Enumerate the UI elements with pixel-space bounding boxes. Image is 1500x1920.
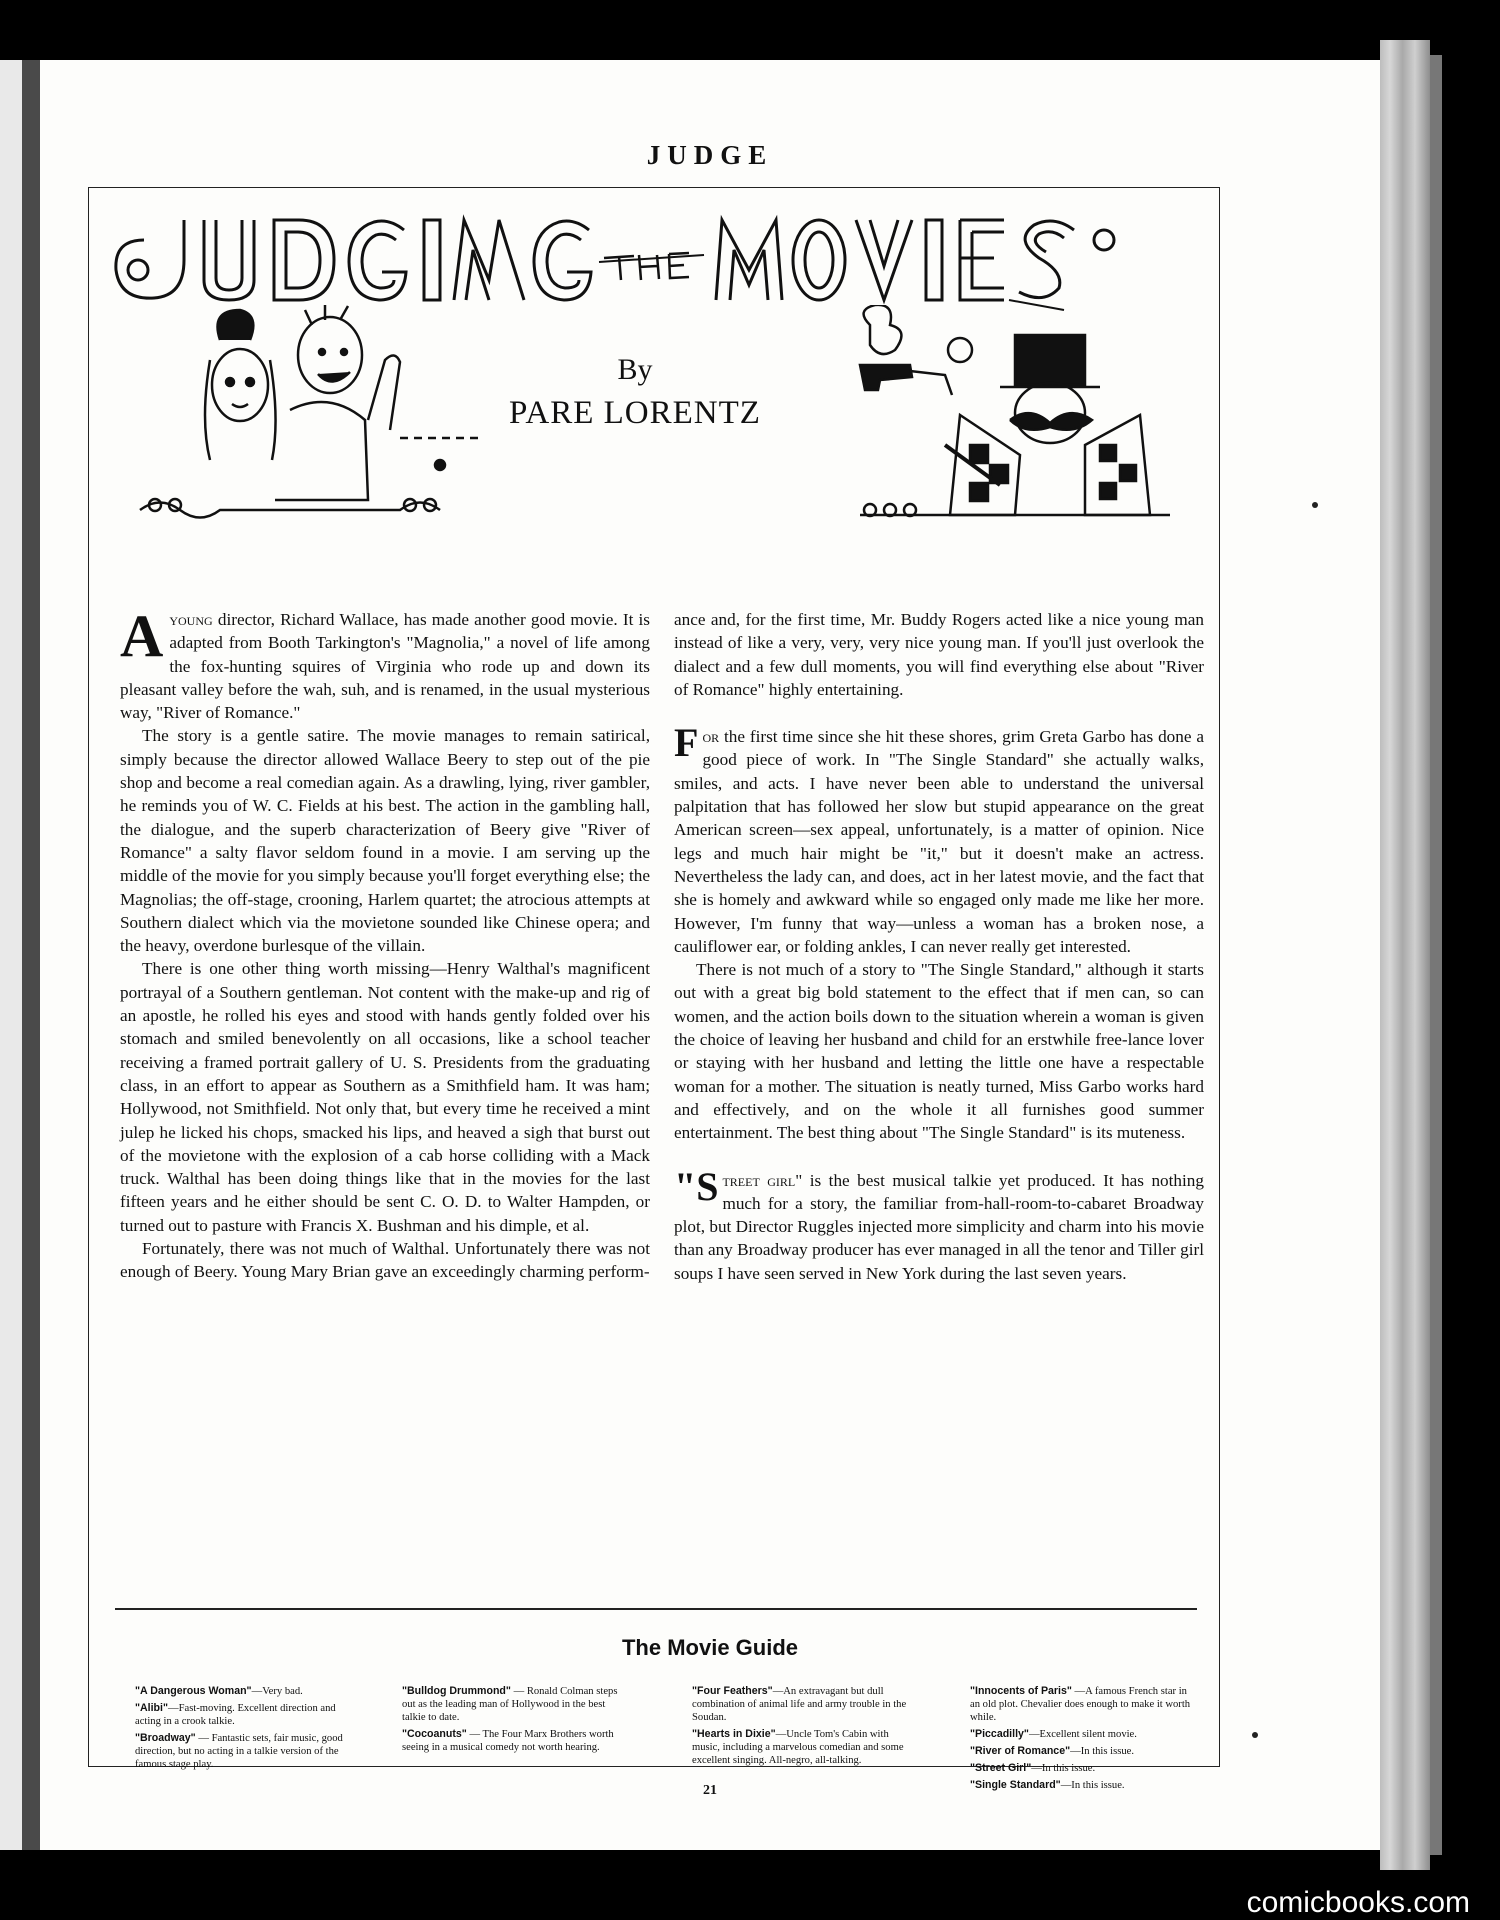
guide-entry xyxy=(135,1685,361,1698)
lead-in: young xyxy=(169,610,213,629)
guide-entry xyxy=(692,1728,918,1767)
binding-gutter xyxy=(22,60,40,1850)
guide-entry-desc: —An extravagant but dull combination of animal life and army trouble in the Soudan. xyxy=(692,1686,907,1723)
guide-entry-desc: —Very bad. xyxy=(251,1686,303,1697)
drop-cap: "S xyxy=(674,1163,719,1209)
paragraph: The story is a gentle satire. The movie manages to remain satirical, simply because the director allowed Wallace Beery to step out of the pie shop and become a real comedian again. As a drawling, lying, river gambler, he reminds you of W. C. Fields at his best. The action in the gambling hall, the dialogue, and the superb characterization of Beery give "River of Romance" a salty flavor seldom found in a movie. I am serving up the middle of the movie for you simply because you'll forget everything else; the Magnolias; the off-stage, crooning, Harlem quartet; the atrocious attempts at Southern dialect which via the movietone sounded like Chinese opera; and the heavy, overdone burlesque of the villain. xyxy=(120,726,650,956)
guide-entry xyxy=(970,1685,1196,1724)
guide-entry xyxy=(970,1728,1196,1741)
guide-entry-desc: — The Four Marx Brothers worth seeing in a musical comedy not worth hearing. xyxy=(402,1729,614,1753)
guide-entry-title: "Innocents of Paris" xyxy=(970,1685,1072,1697)
guide-entry-title: "Single Standard" xyxy=(970,1779,1061,1791)
paragraph: There is not much of a story to "The Single Standard," although it starts out with a great big bold statement to the effect that if men can, so can women, and the action boils down to the situation wherein a woman is given the choice of leaving her husband and child for an erstwhile free-lance lover or staying with her husband and letting the little one have a respectable woman for a mother. The situation is neatly turned, Miss Garbo works hard and effectively, and on the whole it all furnishes good summer entertainment. The best thing about "The Single Standard" is its muteness. xyxy=(674,960,1204,1143)
guide-entry-desc: —In this issue. xyxy=(1060,1780,1125,1791)
lead-in: or xyxy=(702,727,720,747)
guide-column-4 xyxy=(970,1685,1196,1796)
watermark: comicbooks.com xyxy=(1246,1886,1470,1919)
guide-entry-desc: —In this issue. xyxy=(1031,1763,1096,1774)
guide-entry-title: "River of Romance" xyxy=(970,1745,1071,1757)
paragraph: ance and, for the first time, Mr. Buddy Rogers acted like a nice young man instead of like a very, very, very nice young man. If you'll just overlook the dialect and a few dull moments, you will find everything else about "River of Romance" highly entertaining. xyxy=(674,610,1204,699)
byline xyxy=(460,353,810,432)
movie-guide-title: The Movie Guide xyxy=(621,1635,799,1660)
paragraph xyxy=(674,1163,1204,1285)
guide-entry xyxy=(970,1745,1196,1758)
guide-column-3 xyxy=(692,1685,918,1771)
guide-divider xyxy=(115,1608,1197,1610)
ink-speck xyxy=(1312,502,1318,508)
left-page-edge xyxy=(0,60,22,1850)
guide-entry-desc: —Uncle Tom's Cabin with music, including a marvelous comedian and some excellent singing. All-negro, all-talking. xyxy=(692,1729,904,1766)
paragraph xyxy=(120,603,650,724)
guide-entry-title: "Cocoanuts" xyxy=(402,1728,467,1740)
ink-speck xyxy=(1252,1732,1258,1738)
guide-entry xyxy=(402,1685,628,1724)
article-column-1 xyxy=(120,603,650,1284)
guide-entry-desc: —In this issue. xyxy=(1070,1746,1134,1757)
drop-cap: A xyxy=(120,603,164,669)
author-name: PARE LORENTZ xyxy=(509,395,761,431)
guide-entry xyxy=(692,1685,918,1724)
paragraph-text: the first time since she hit these shores, grim Greta Garbo has done a good piece of work. In "The Single Standard" she actually walks, smiles, and acts. I have never been able to understand the universal palpitation that has followed her slow but stupid appearance on the great American screen—sex appeal, unfortunately, is a matter of opinion. Nice legs and much hair might be "it," but it doesn't make an actress. Nevertheless the lady can, and does, act in her latest movie, and the fact that she is homely and awkward while so engaged only made me like her more. However, I'm funny that way—unless a woman has a broken nose, a cauliflower ear, or folding ankles, I can never really get interested. xyxy=(674,727,1204,956)
judging-the-movies-logo xyxy=(104,200,1204,315)
guide-entry-desc: —Excellent silent movie. xyxy=(1028,1729,1137,1740)
masthead: JUDGE xyxy=(646,140,774,170)
paragraph-text: director, Richard Wallace, has made another good movie. It is adapted from Booth Tarkington's "Magnolia," a novel of life among the fox-hunting squires of Virginia who rode up and down its pleasant valley before the wah, suh, and is renamed, in the usual mysterious way, "River of Romance." xyxy=(120,610,650,723)
paragraph-text: " is the best musical talkie yet produced. It has nothing much for a story, the familiar from-hall-room-to-cabaret Broadway plot, but Director Ruggles injected more simplicity and charm into his movie than any Broadway producer has ever managed in all the tenor and Tiller girl soups I have seen served in New York during the last seven years. xyxy=(674,1170,1204,1283)
guide-column-2 xyxy=(402,1685,628,1758)
guide-entry xyxy=(970,1762,1196,1775)
guide-entry-title: "Bulldog Drummond" xyxy=(402,1685,511,1697)
book-spine-right xyxy=(1380,40,1430,1870)
guide-entry-title: "Broadway" xyxy=(135,1732,196,1744)
byline-by: By xyxy=(617,353,653,386)
guide-entry-title: "Hearts in Dixie" xyxy=(692,1728,776,1740)
couple-cartoon-illustration xyxy=(100,300,480,530)
paragraph: Fortunately, there was not much of Walthal. Unfortunately there was not enough of Beery. Young Mary Brian gave an exceedingly charming perform- xyxy=(120,1239,650,1282)
guide-entry-title: "Piccadilly" xyxy=(970,1728,1029,1740)
guide-entry-title: "Alibi" xyxy=(135,1702,168,1714)
guide-entry-desc: —A famous French star in an old plot. Chevalier does enough to make it worth while. xyxy=(970,1686,1191,1723)
lead-in: treet girl xyxy=(722,1170,796,1190)
article-column-2 xyxy=(674,608,1204,1285)
drop-cap: F xyxy=(674,720,699,766)
paragraph xyxy=(674,720,1204,958)
guide-entry-desc: — Fantastic sets, fair music, good direction, but no acting in a talkie version of the famous stage play. xyxy=(135,1733,343,1770)
guide-entry-title: "Four Feathers" xyxy=(692,1685,773,1697)
book-spine-shadow xyxy=(1430,55,1442,1855)
guide-entry-title: "A Dangerous Woman" xyxy=(135,1685,252,1697)
paragraph: There is one other thing worth missing—Henry Walthal's magnificent portrayal of a Southern gentleman. Not content with the make-up and rig of an apostle, he rolled his eyes and stood with hands gently folded over his stomach and smiled benevolently on all occasions, like a school teacher receiving a framed portrait gallery of U. S. Presidents from the graduating class, in an effort to appear as Southern as a Smithfield ham. It was ham; Hollywood, not Smithfield. Not only that, but every time he received a mint julep he licked his chops, smacked his lips, and heaved a sigh that burst out of the movietone with the explosion of a cab horse colliding with a Mack truck. Walthal has been doing things like that in the movies for the last fifteen years and he either should be sent C. O. D. to Walter Hampden, or turned out to pasture with Francis X. Bushman and his dimple, et al. xyxy=(120,959,650,1235)
guide-entry-desc: — Ronald Colman steps out as the leading man of Hollywood in the best talkie to date. xyxy=(402,1686,618,1723)
guide-entry-title: "Street Girl" xyxy=(970,1762,1032,1774)
page-number: 21 xyxy=(703,1783,717,1798)
guide-column-1 xyxy=(135,1685,361,1775)
guide-entry xyxy=(135,1732,361,1771)
guide-entry-desc: —Fast-moving. Excellent direction and acting in a crook talkie. xyxy=(135,1703,336,1727)
guide-entry xyxy=(135,1702,361,1728)
magazine-page xyxy=(40,60,1380,1850)
guide-entry xyxy=(402,1728,628,1754)
villain-cartoon-illustration xyxy=(840,305,1220,535)
